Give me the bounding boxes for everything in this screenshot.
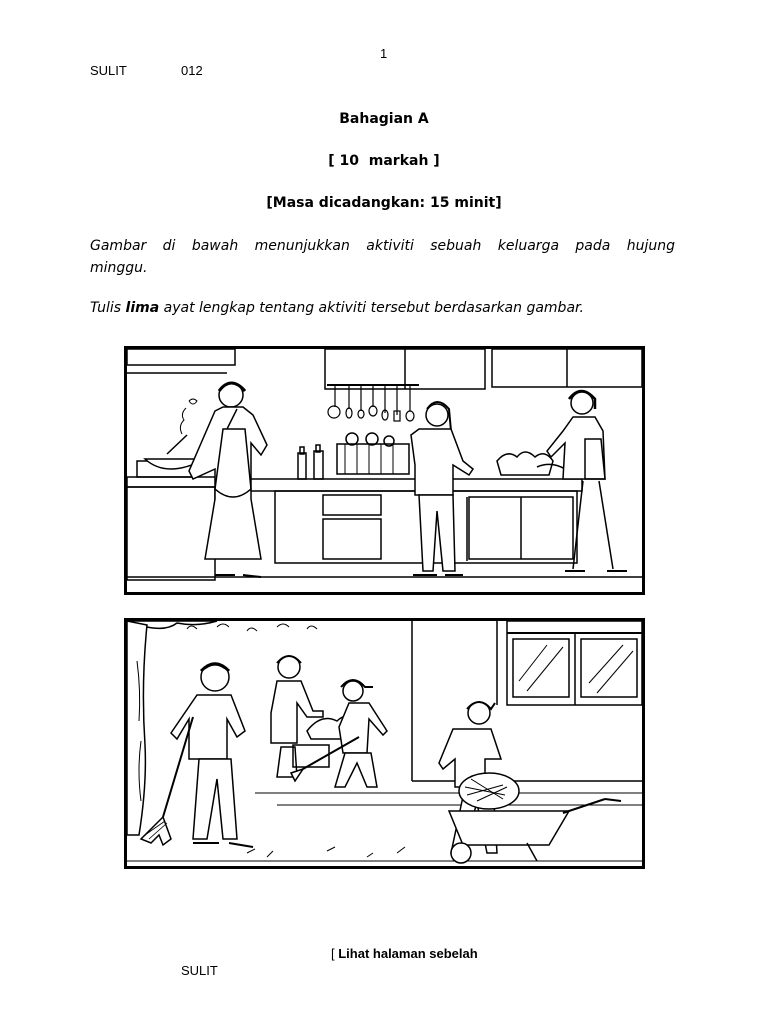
suggested-time: [Masa dicadangkan: 15 minit] xyxy=(266,195,502,211)
page-number: 1 xyxy=(380,46,388,61)
section-title: Bahagian A xyxy=(339,111,429,127)
paper-code: 012 xyxy=(181,63,203,78)
footer-classification: SULIT xyxy=(181,963,218,978)
footer-next-page xyxy=(331,946,478,961)
instruction-line-1-cont: minggu. xyxy=(90,260,148,276)
garden-cleaning-scene-illustration xyxy=(124,618,645,869)
instruction-line-2 xyxy=(90,297,675,319)
footer-next-page-label: Lihat halaman sebelah xyxy=(338,946,478,961)
instruction-text: ayat lengkap tentang aktiviti tersebut berdasarkan gambar. xyxy=(159,300,584,316)
kitchen-scene-illustration xyxy=(124,346,645,595)
instruction-line-1: Gambar di bawah menunjukkan aktiviti sebuah keluarga pada hujung xyxy=(90,238,675,254)
instruction-text: Tulis xyxy=(90,300,126,316)
instruction-emphasis: lima xyxy=(125,300,160,316)
classification-label: SULIT xyxy=(90,63,127,78)
section-marks: [ 10 markah ] xyxy=(328,153,440,169)
footer-bracket: [ xyxy=(331,946,339,961)
